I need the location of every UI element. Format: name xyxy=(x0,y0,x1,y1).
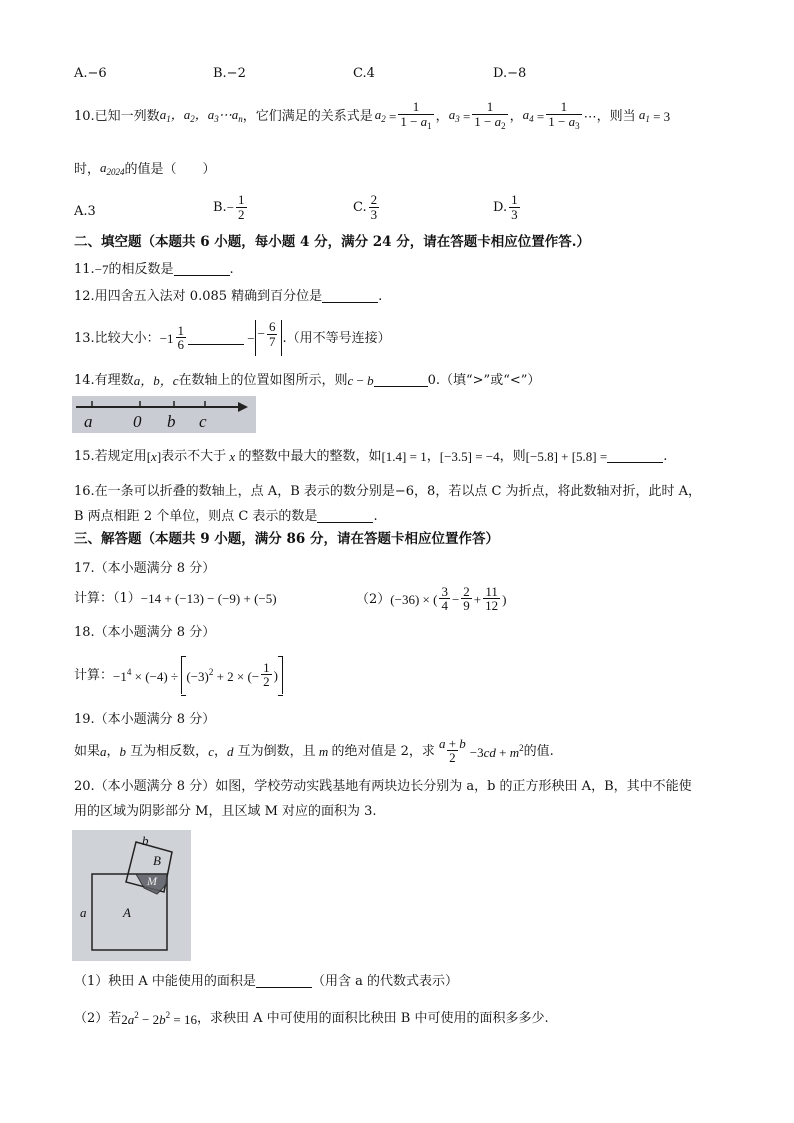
axis-label-b: b xyxy=(167,412,176,431)
q16-line1: 16.在一条可以折叠的数轴上，点 A，B 表示的数分别是−6，8，若以点 C 为折点，将此数轴对折，此时 A， xyxy=(74,484,702,499)
q9-option-b: B.−2 xyxy=(213,66,246,81)
q10-option-b: B. − $\frac{1}{2}$ xyxy=(213,192,245,222)
q20-sub2: （2）若 $2a^2 - 2b^2 = 16$ ，求秧田 A 中可使用的面积比秧田 B 中可使用的面积多多少. xyxy=(74,1010,549,1027)
axis-label-c: c xyxy=(199,412,207,431)
q17-header: 17.（本小题满分 8 分） xyxy=(74,561,216,576)
q20-line1: 20.（本小题满分 8 分）如图，学校劳动实践基地有两块边长分别为 a，b 的正方形秧田 A，B，其中不能使 xyxy=(74,779,692,794)
fig-label-a: a xyxy=(80,905,87,920)
q10-line2: 时， $a_{2024}$ 的值是（ ） xyxy=(74,160,216,177)
q17-part2: （2） (−36) × ( $\frac{3}{4}$ − $\frac{2}{9}$ + $\frac{11}{12}$ ) xyxy=(356,583,507,614)
fig-label-M: M xyxy=(147,874,157,888)
q20-figure xyxy=(72,830,191,961)
squares-diagram xyxy=(72,830,191,961)
q10-seq: $a_1$，$a_2$，$a_3\cdots a_n$ xyxy=(159,107,243,124)
q20-sub1: （1）秧田 A 中能使用的面积是 （用含 a 的代数式表示） xyxy=(74,974,458,989)
q12-blank[interactable] xyxy=(322,290,378,303)
q20-sub1-blank[interactable] xyxy=(256,975,312,988)
q11: 11. −7 的相反数是 . xyxy=(74,262,234,277)
q13-blank[interactable] xyxy=(188,332,244,345)
q15-blank[interactable] xyxy=(607,450,663,463)
q9-option-d: D.−8 xyxy=(493,66,527,81)
section3-title: 三、解答题（本题共 9 小题，满分 86 分，请在答题卡相应位置作答） xyxy=(74,531,499,547)
q10-option-c: C. $\frac{2}{3}$ xyxy=(353,192,378,222)
q10-frac-a4: $\frac{1}{1 - a_3}$ xyxy=(548,99,580,131)
fig-label-A: A xyxy=(123,905,131,920)
number-line xyxy=(72,396,256,433)
q9-option-c: C.4 xyxy=(353,66,375,81)
q10-mid: ，它们满足的关系式是 xyxy=(242,108,373,124)
q15: 15.若规定用 [ x ] 表示不大于 x 的整数中最大的整数，如 [1.4] = 1 ， [−3.5] = −4 ，则 [−5.8] + [5.8] = . xyxy=(74,449,668,464)
q9-option-a: A.−6 xyxy=(74,66,107,81)
fig-label-B: B xyxy=(153,853,161,868)
q18-expr: 计算： $-1^4 \times (-4)$ ÷ $(-3)^2 + 2$ × (− $\frac{1}{2}$ ) xyxy=(74,655,283,695)
section2-title: 二、填空题（本题共 6 小题，每小题 4 分，满分 24 分，请在答题卡相应位置作答.） xyxy=(74,234,590,250)
q14-blank[interactable] xyxy=(374,374,428,387)
q16-blank[interactable] xyxy=(317,510,373,523)
q13: 13.比较大小： −1 $\frac{1}{6}$ − − $\frac{6}{7}$ .（用不等号连接） xyxy=(74,318,391,358)
q19-body: 如果 a ， b 互为相反数， c ， d 互为倒数，且 m 的绝对值是 2，求 $\frac{a + b}{2}$ $-3cd + m^2$ 的值. xyxy=(74,735,554,766)
q12: 12.用四舍五入法对 0.085 精确到百分位是 . xyxy=(74,289,383,304)
q10-frac-a3: $\frac{1}{1 - a_2}$ xyxy=(474,99,506,131)
q11-blank[interactable] xyxy=(174,263,230,276)
q10-frac-a2: $\frac{1}{1 - a_1}$ xyxy=(400,99,432,131)
q20-line2: 用的区域为阴影部分 M，且区域 M 对应的面积为 3. xyxy=(74,804,377,819)
axis-label-zero: 0 xyxy=(133,412,142,431)
q10-a2: $a_2$ xyxy=(374,107,386,124)
axis-label-a: a xyxy=(84,412,93,431)
fig-label-b: b xyxy=(142,833,149,848)
q18-header: 18.（本小题满分 8 分） xyxy=(74,625,216,640)
q14: 14.有理数 a，b，c 在数轴上的位置如图所示，则 c − b 0.（填“>”或“<”） xyxy=(74,373,541,388)
q10-cond: ，则当 xyxy=(596,108,636,124)
q10-option-d: D. $\frac{1}{3}$ xyxy=(493,192,518,222)
q10-line1: 10.已知一列数 $a_1$，$a_2$，$a_3\cdots a_n$ ，它们满足的关系式是 $a_2$ = $\frac{1}{1 - a_1}$ ， $a_3$ = $\frac{1}{1 - a_2}$ ， $a_4$ = $\frac{1}{1 - a_3}$ ⋯ ，则当 $a_1$ = 3 xyxy=(74,99,671,131)
q19-header: 19.（本小题满分 8 分） xyxy=(74,712,216,727)
q17-part1: 计算：（1） −14 + (−13) − (−9) + (−5) xyxy=(74,591,277,606)
q10-option-a: A.3 xyxy=(74,204,96,219)
q10-lead: 10.已知一列数 xyxy=(74,108,160,124)
q16-line2: B 两点相距 2 个单位，则点 C 表示的数是 . xyxy=(74,509,378,524)
q14-number-line-figure xyxy=(72,396,256,433)
